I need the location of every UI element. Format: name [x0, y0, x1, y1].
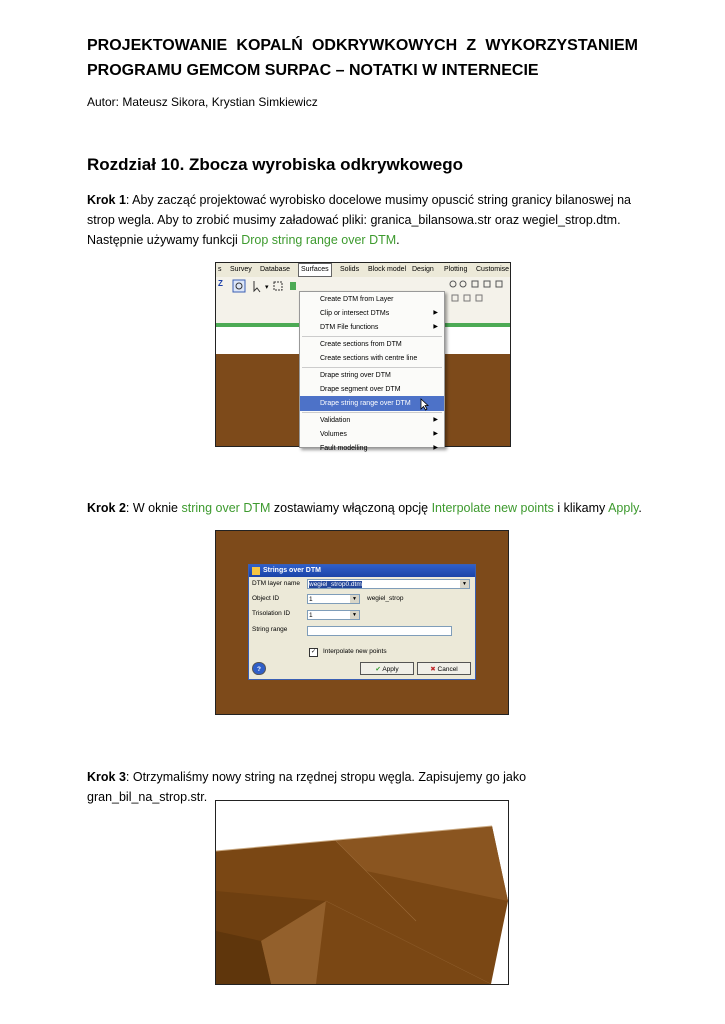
dialog-title: Strings over DTM	[263, 567, 321, 574]
view-icon	[476, 295, 482, 301]
trisolation-id-label: Trisolation ID	[252, 610, 291, 617]
toolbar-icons[interactable]	[232, 279, 302, 293]
cancel-button[interactable]	[417, 662, 471, 675]
title-word: KOPALŃ	[236, 37, 303, 54]
menu-block-model[interactable]: Block model	[368, 266, 407, 273]
draped-string-screenshot	[215, 800, 509, 985]
submenu-arrow-icon: ▶	[433, 431, 438, 437]
step-text: .	[396, 233, 400, 247]
step-1-line-2: strop wegla. Aby to zrobić musimy załadować pliki: granica_bilansowa.str oraz wegiel_strop.dtm.	[87, 213, 621, 227]
object-id-value: 1	[309, 596, 313, 603]
pointer-icon	[254, 281, 260, 292]
dtm-layer-select[interactable]	[307, 579, 470, 589]
submenu-arrow-icon: ▶	[433, 445, 438, 451]
window-name: string over DTM	[181, 501, 271, 515]
view-icon	[460, 281, 466, 287]
step-label: Krok 1	[87, 193, 126, 207]
menu-plotting[interactable]: Plotting	[444, 266, 468, 273]
mouse-cursor-icon	[420, 399, 430, 411]
menu-design[interactable]: Design	[412, 266, 434, 273]
menu-item[interactable]: s	[218, 266, 222, 273]
menu-customise[interactable]: Customise	[476, 266, 510, 273]
apply-button[interactable]	[360, 662, 414, 675]
dtm-surface-view	[216, 801, 508, 984]
surfaces-menu-screenshot	[215, 262, 511, 452]
function-name: Drop string range over DTM	[241, 233, 397, 247]
view-icon	[496, 281, 502, 287]
surfaces-dropdown-menu	[299, 291, 445, 452]
menu-item-label: DTM File functions	[320, 324, 379, 331]
chevron-down-icon[interactable]: ▼	[460, 580, 469, 588]
dialog-title-bar	[249, 565, 475, 577]
step-text: zostawiamy włączoną opcję	[270, 501, 432, 515]
menu-solids[interactable]: Solids	[340, 266, 360, 273]
menu-database[interactable]: Database	[260, 266, 290, 273]
menu-item-label: Drape string range over DTM	[320, 400, 411, 407]
menu-item-create-sections-centre-line[interactable]	[300, 351, 444, 366]
step-label: Krok 2	[87, 501, 126, 515]
title-word: ODKRYWKOWYCH	[311, 37, 458, 54]
menu-item-label: Validation	[320, 417, 351, 424]
chevron-down-icon[interactable]: ▼	[350, 611, 359, 619]
menu-surfaces[interactable]: Surfaces	[298, 263, 332, 277]
object-id-select[interactable]	[307, 594, 360, 604]
menu-item-fault-modelling[interactable]	[300, 441, 444, 456]
menu-item-label: Volumes	[320, 431, 347, 438]
trisolation-id-value: 1	[309, 612, 313, 619]
z-icon[interactable]: Z	[218, 279, 223, 288]
title-line-1	[87, 33, 638, 58]
dtm-layer-label: DTM layer name	[252, 580, 301, 587]
apply-label: Apply	[382, 666, 399, 673]
step-1-paragraph	[87, 190, 647, 250]
menu-item-label: Fault modelling	[320, 445, 368, 452]
menu-item-clip-intersect-dtms[interactable]	[300, 306, 444, 321]
view-icon	[464, 295, 470, 301]
chapter-heading: Rozdział 10. Zbocza wyrobiska odkrywkowego	[87, 155, 463, 174]
title-line-2: PROGRAMU GEMCOM SURPAC – NOTATKI W INTERNECIE	[87, 62, 539, 79]
title-word: Z	[466, 37, 477, 54]
step-text: .	[638, 501, 642, 515]
menu-item-label: Create sections from DTM	[320, 341, 402, 348]
view-icon	[452, 295, 458, 301]
help-button[interactable]: ?	[252, 662, 266, 675]
menu-item-drape-segment[interactable]	[300, 382, 444, 397]
select-box-icon	[274, 282, 282, 290]
toolbar-icons-right[interactable]	[448, 279, 508, 309]
cancel-label: Cancel	[437, 666, 458, 673]
menu-item-drape-string-range[interactable]	[300, 396, 444, 411]
view-icon	[484, 281, 490, 287]
menu-item-create-sections-from-dtm[interactable]	[300, 337, 444, 352]
option-name: Interpolate new points	[431, 501, 554, 515]
submenu-arrow-icon: ▶	[433, 417, 438, 423]
interpolate-label: Interpolate new points	[323, 648, 387, 655]
menu-item-label: Drape string over DTM	[320, 372, 391, 379]
object-id-label: Object ID	[252, 595, 280, 602]
step-text: : Otrzymaliśmy nowy string na rzędnej stropu węgla. Zapisujemy go jako gran_bil_na_strop.str.	[87, 770, 527, 804]
step-text: : W oknie	[125, 501, 182, 515]
step-1-line-1	[87, 190, 647, 210]
menu-item-dtm-file-functions[interactable]	[300, 320, 444, 335]
step-label: Krok 3	[87, 770, 126, 784]
chevron-down-icon[interactable]: ▼	[350, 595, 359, 603]
menu-item-create-dtm-from-layer[interactable]	[300, 292, 444, 307]
step-1-line-3	[87, 230, 647, 250]
title-word: WYKORZYSTANIEM	[485, 37, 638, 54]
step-2-paragraph	[87, 498, 647, 518]
menu-item-label: Clip or intersect DTMs	[320, 310, 390, 317]
menu-item-drape-string[interactable]	[300, 368, 444, 383]
check-icon: ✔	[375, 666, 381, 673]
menu-item-label: Create sections with centre line	[320, 355, 418, 362]
menu-item-label: Create DTM from Layer	[320, 296, 394, 303]
menu-item-label: Drape segment over DTM	[320, 386, 401, 393]
step-text: Następnie używamy funkcji	[87, 233, 242, 247]
object-name: wegiel_strop	[367, 595, 404, 602]
step-text: : Aby zacząć projektować wyrobisko docelowe musimy opuscić string granicy bilanoswej na	[125, 193, 631, 207]
string-range-input[interactable]	[307, 626, 452, 636]
view-icon	[472, 281, 478, 287]
close-icon: ✖	[430, 666, 436, 673]
submenu-arrow-icon: ▶	[433, 310, 438, 316]
strings-over-dtm-screenshot	[215, 530, 509, 715]
zoom-icon	[233, 280, 245, 292]
menu-item-validation[interactable]	[300, 413, 444, 428]
menu-item-volumes[interactable]	[300, 427, 444, 442]
strings-over-dtm-dialog	[248, 564, 476, 680]
string-range-label: String range	[252, 626, 288, 633]
dropdown-arrow-icon: ▾	[265, 283, 269, 291]
menu-survey[interactable]: Survey	[230, 266, 252, 273]
menu-bar	[216, 263, 510, 277]
dtm-layer-value: wegiel_strop0.dtm	[309, 581, 362, 588]
layer-icon	[290, 282, 296, 290]
button-name: Apply	[608, 501, 639, 515]
step-text: i klikamy	[553, 501, 609, 515]
document-title	[87, 33, 638, 83]
view-icon	[450, 281, 456, 287]
interpolate-checkbox[interactable]: ✓	[310, 649, 317, 655]
trisolation-id-select[interactable]	[307, 610, 360, 620]
title-word: PROJEKTOWANIE	[87, 37, 228, 54]
app-icon	[252, 567, 260, 575]
author-line: Autor: Mateusz Sikora, Krystian Simkiewicz	[87, 95, 318, 109]
submenu-arrow-icon: ▶	[433, 324, 438, 330]
